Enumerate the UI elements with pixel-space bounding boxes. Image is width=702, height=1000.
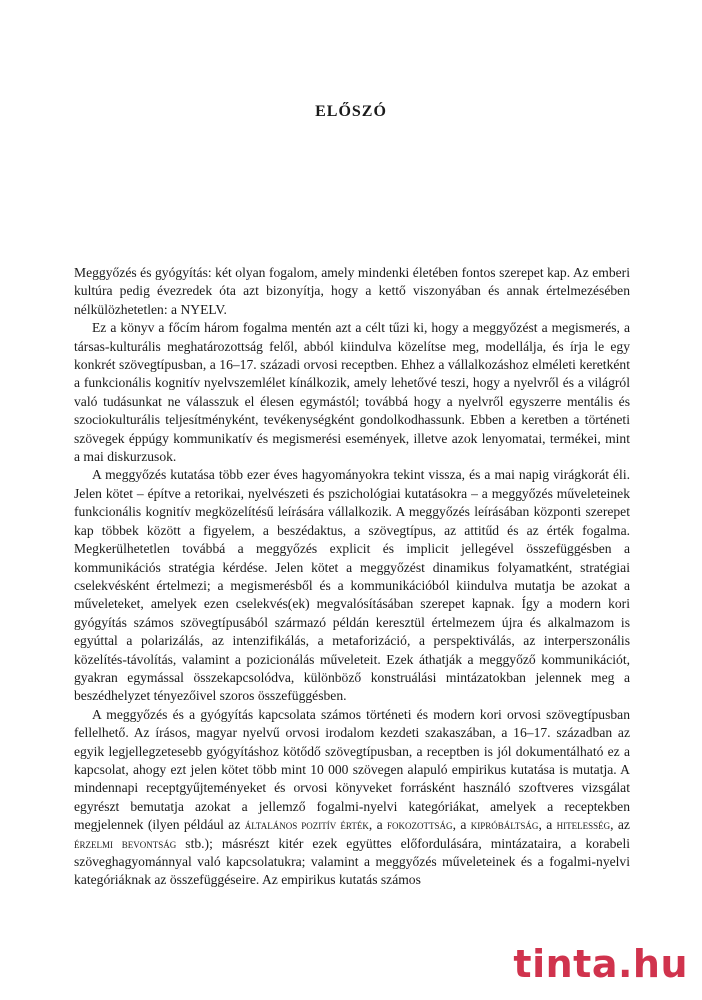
- category-term: érzelmi bevontság: [74, 836, 177, 851]
- connector: , a: [368, 817, 388, 833]
- page-title: ELŐSZÓ: [315, 103, 387, 120]
- paragraph-2: Ez a könyv a főcím három fogalma mentén azt a célt tűzi ki, hogy a meggyőzést a megismerés, a társas-kulturális meghatározottság felől, abból kiindulva közelítse meg, modellálja, és írja le egy konkrét szövegtípusban, a 16–17. századi orvosi receptben. Ehhez a vállalkozáshoz elméleti keretként a funkcionális kognitív nyelvszemlélet kínálkozik, amely lehetővé teszi, hogy a nyelvről és a világról való tudásunkat ne válasszuk el élesen egymástól; továbbá hogy a nyelvről egyszerre mentális és szociokulturális teljesítményként, tevékenységként gondolkodhassunk. Ebben a keretben a történeti szövegek éppúgy kommunikatív és megismerési események, illetve azok lenyomatai, termékei, mint a mai diskurzusok.: [74, 320, 630, 465]
- connector: , a: [538, 817, 557, 833]
- category-term: általános pozitív érték: [244, 818, 369, 833]
- paragraph-4: [74, 706, 630, 890]
- connector: , a: [452, 817, 471, 833]
- watermark-logo: tinta.hu: [513, 942, 688, 986]
- category-term: hitelesség: [556, 818, 611, 833]
- category-term: fokozottság: [387, 818, 453, 833]
- paragraph-4-tail: stb.); másrészt kitér ezek együttes előfordulására, mintázataira, a korabeli szöveghagyománnyal való kapcsolatukra; valamint a meggyőzés műveleteinek és a fogalmi-nyelvi kategóriáknak az összefüggéseire. Az empirikus kutatás számos: [74, 835, 630, 888]
- paragraph-4-lead: A meggyőzés és a gyógyítás kapcsolata számos történeti és modern kori orvosi szövegtípusban fellelhető. Az írásos, magyar nyelvű orvosi irodalom kezdeti szakaszában, a 16–17. században az egyik legjellegzetesebb gyógyításhoz kötődő szövegtípusban, a receptben is jól dokumentálható ez a kapcsolat, ahogy ezt jelen kötet több mint 10 000 szövegen alapuló empirikus kutatása is mutatja. A mindennapi receptgyűjteményeket és orvosi könyveket forrásként használó szoftveres vizsgálat egyrészt bemutatja azokat a jellemző fogalmi-nyelvi kategóriákat, amelyek a receptekben megjelennek (ilyen például az: [74, 706, 630, 833]
- category-term: kipróbáltság: [470, 818, 539, 833]
- connector: , az: [610, 817, 630, 833]
- body-text: [74, 264, 630, 890]
- paragraph-1: Meggyőzés és gyógyítás: két olyan fogalom, amely mindenki életében fontos szerepet kap. Az emberi kultúra pedig évezredek óta azt bizonyítja, hogy a kettő viszonyában és annak értelmezésében nélkülözhetetlen: a NYELV.: [74, 265, 630, 317]
- paragraph-3: A meggyőzés kutatása több ezer éves hagyományokra tekint vissza, és a mai napig virágkorát éli. Jelen kötet – építve a retorikai, nyelvészeti és pszichológiai kutatásokra – a meggyőzés műveleteinek funkcionális kognitív megközelítésű leírására vállalkozik. A meggyőzés leírásában központi szerepet kap többek között a figyelem, a beszédaktus, a szövegtípus, az attitűd és az érték fogalma. Megkerülhetetlen továbbá a meggyőzés explicit és implicit jellegével összefüggésben a kommunikációs stratégia kérdése. Jelen kötet a meggyőzést dinamikus folyamatként, stratégiai cselekvésként értelmezi; a megismerésből és a kommunikációból kiindulva mutatja be azokat a műveleteket, amelyek ezen cselekvés(ek) megvalósításában szerepet kapnak. Így a modern kori gyógyítás számos szövegtípusából származó példán keresztül értelmezem újra és alkalmazom is egyúttal a polarizálás, az intenzifikálás, a metaforizáció, a perspektiválás, az interperszonális közelítés-távolítás, valamint a pozicionálás műveleteit. Ezek áthatják a meggyőző kommunikációt, gyakran egymással összekapcsolódva, különböző konstruálási mintázatokban jelennek meg a beszédhelyzet tényezőivel szoros összefüggésben.: [74, 467, 630, 704]
